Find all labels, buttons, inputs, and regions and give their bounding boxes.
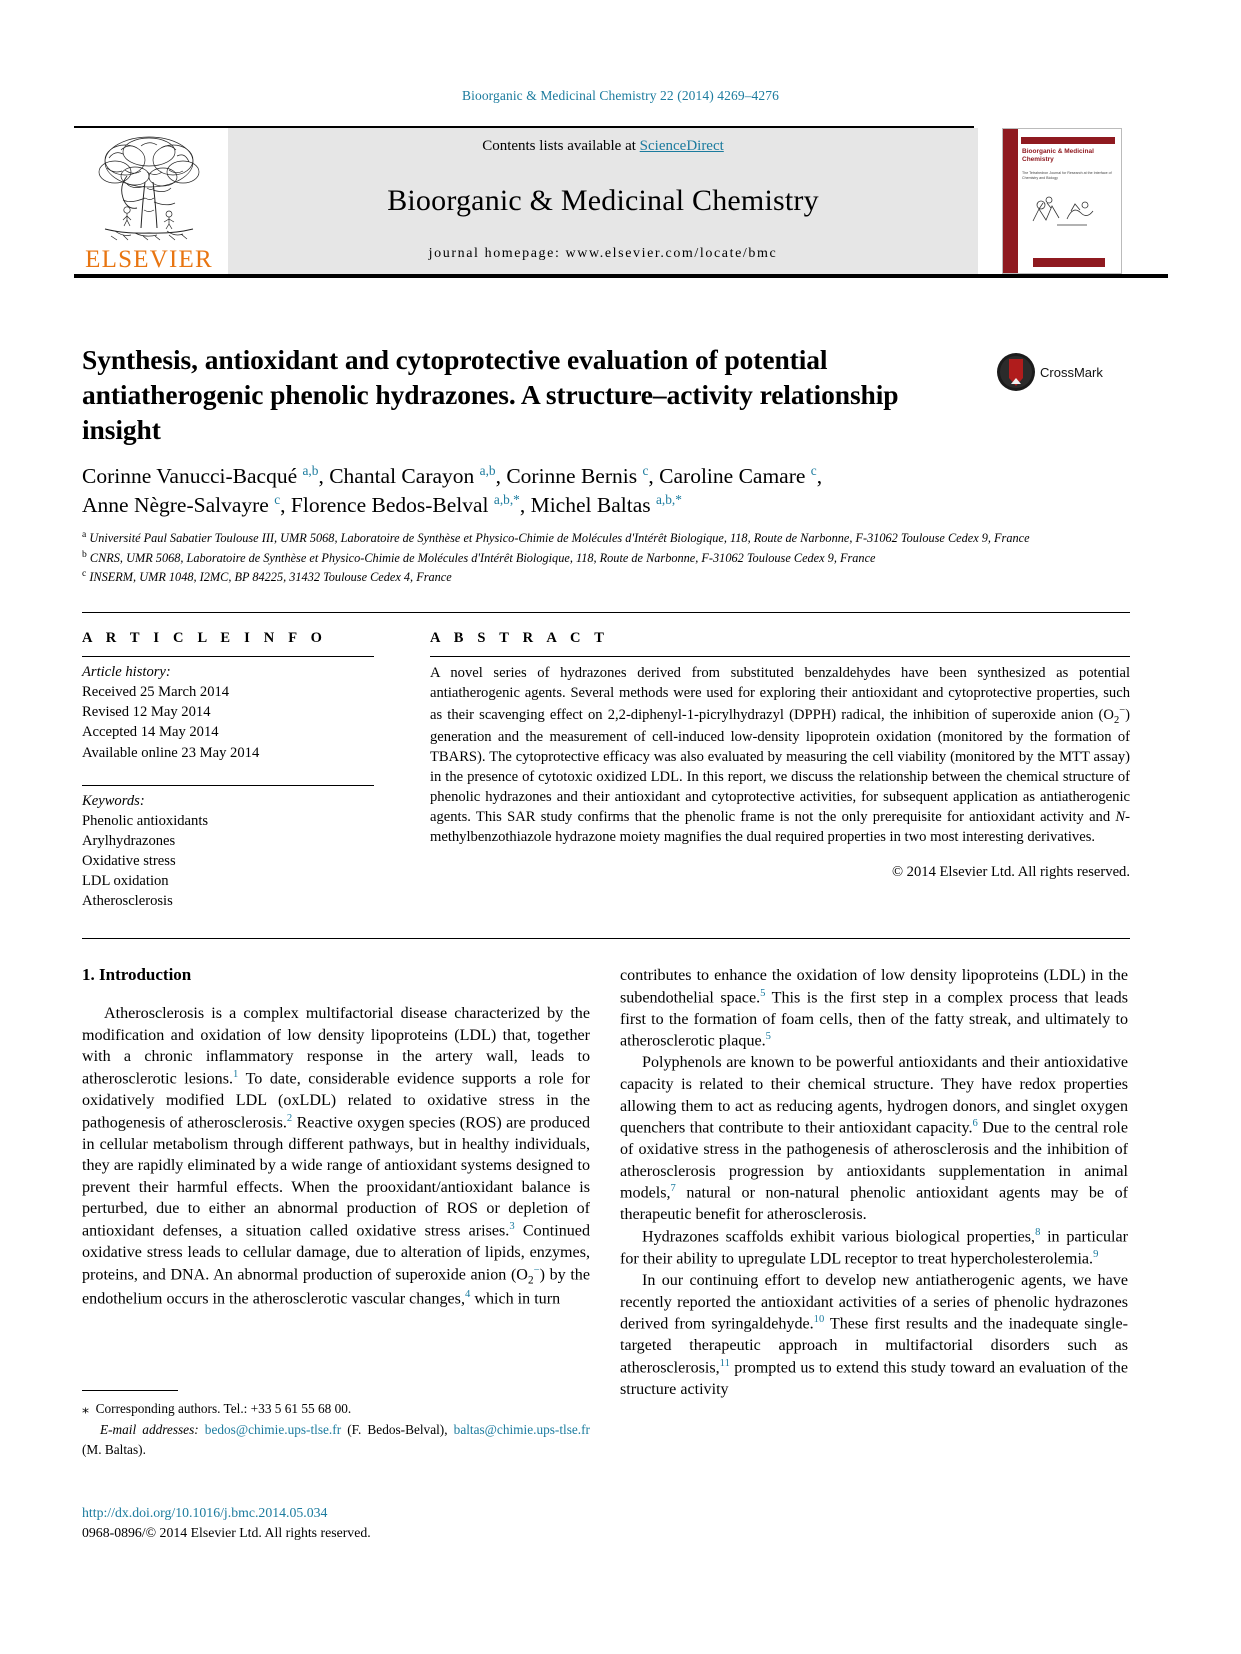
article-info-heading: A R T I C L E I N F O xyxy=(82,630,328,646)
paragraph: contributes to enhance the oxidation of low density lipoproteins (LDL) in the subendothelial space.$^5$ This is the first step in a complex process that leads first to the formation of foam cells, then of the fatty streak, and ultimately to atherosclerotic plaque.$^5$ xyxy=(620,967,1128,1050)
crossmark-icon[interactable] xyxy=(996,352,1036,392)
abstract-heading: A B S T R A C T xyxy=(430,630,610,646)
author-list xyxy=(82,462,1082,520)
cover-top-band xyxy=(1021,137,1115,144)
footnote-separator-rule xyxy=(82,1390,178,1391)
contents-lists-prefix: Contents lists available at xyxy=(482,138,640,154)
article-info-column xyxy=(82,630,374,911)
abstract-body: A novel series of hydrazones derived from substituted benzaldehydes have been synthesized as potential antiatherogenic agents. Several methods were used for exploring their antioxidant and cytoprotective properties, such as their scavenging effect on 2,2-diphenyl-1-picrylhydrazyl (DPPH) radical, the inhibition of superoxide anion $(O_2^-)$ generation and the measurement of cell-induced low-density lipoprotein oxidation (monitored by the formation of TBARS). The cytoprotective efficacy was also evaluated by measuring the cell viability (monitored by the MTT assay) in the presence of cytotoxic oxidized LDL. In this report, we discuss the relationship between the chemical structure of phenolic hydrazones and their antioxidant and cytoprotective activities, for subsequent application as antiatherogenic agents. This SAR study confirms that the phenolic frame is not the only prerequisite for antioxidant activity and N-methylbenzothiazole hydrazone moiety magnifies the dual required properties in two most interesting derivatives. xyxy=(430,665,1130,846)
journal-cover-thumbnail[interactable] xyxy=(1002,128,1122,274)
history-revised: Revised 12 May 2014 xyxy=(82,704,211,721)
section-heading-introduction: 1. Introduction xyxy=(82,965,192,984)
elsevier-tree-icon xyxy=(85,132,213,244)
paragraph: Atherosclerosis is a complex multifactorial disease characterized by the modification and oxidation of low density lipoproteins (LDL) that, together with a chronic inflammatory response in the artery wall, leads to atherosclerotic lesions.$^1$ To date, considerable evidence supports a role for oxidatively modified LDL (oxLDL) related to oxidative stress in the pathogenesis of atherosclerosis.$^2$ Reactive oxygen species (ROS) are produced in cellular metabolism through different pathways, but in healthy individuals, they are rapidly eliminated by a wide range of antioxidant systems designed to prevent their harmful effects. When the prooxidant/antioxidant balance is perturbed, due to either an abnormal production of ROS or depletion of antioxidant defenses, a situation called oxidative stress arises.$^3$ Continued oxidative stress leads to cellular damage, due to alteration of lipids, enzymes, proteins, and DNA. An abnormal production of superoxide anion $(O_2^-)$ by the endothelium occurs in the atherosclerotic vascular changes,$^4$ which in turn xyxy=(82,1005,591,1308)
info-spacer xyxy=(82,763,374,785)
keywords-group xyxy=(82,786,374,912)
info-panel-bottom-rule xyxy=(82,938,1130,939)
elsevier-logo xyxy=(74,128,224,274)
crossmark-label: CrossMark xyxy=(1040,364,1103,380)
affiliation-list xyxy=(82,528,1082,587)
journal-homepage-line[interactable]: journal homepage: www.elsevier.com/locate/bmc xyxy=(428,246,778,261)
contents-lists-line xyxy=(482,138,724,155)
info-panel-top-rule xyxy=(82,612,1130,613)
journal-title: Bioorganic & Medicinal Chemistry xyxy=(387,183,819,217)
issn-copyright-line: 0968-0896/© 2014 Elsevier Ltd. All rights reserved. xyxy=(82,1525,371,1540)
page-title: Synthesis, antioxidant and cytoprotective evaluation of potential antiatherogenic phenolic hydrazones. A structure–activity relationship insight xyxy=(82,344,899,446)
footnote-email-addresses[interactable]: E-mail addresses: bedos@chimie.ups-tlse.fr (F. Bedos-Belval), baltas@chimie.ups-tlse.fr (M. Baltas). xyxy=(82,1422,590,1457)
footnote-corresponding-authors: ⁎ Corresponding authors. Tel.: +33 5 61 55 68 00. xyxy=(82,1401,352,1417)
keyword-item: LDL oxidation xyxy=(82,873,169,890)
body-column-left xyxy=(82,965,590,1310)
abstract-column xyxy=(430,630,1130,881)
keyword-item: Arylhydrazones xyxy=(82,832,176,849)
cover-spine xyxy=(1003,129,1018,273)
article-history-group xyxy=(82,657,374,763)
page-footer xyxy=(82,1503,602,1543)
keyword-item: Oxidative stress xyxy=(82,853,176,869)
keyword-item: Atherosclerosis xyxy=(82,893,173,910)
cover-subtitle: The Tetrahedron Journal for Research at the Interface of Chemistry and Biology xyxy=(1022,171,1112,181)
cover-title: Bioorganic & Medicinal Chemistry xyxy=(1022,148,1094,164)
running-head: Bioorganic & Medicinal Chemistry 22 (2014) 4269–4276 xyxy=(462,88,779,103)
affiliation-a: $^a$ Université Paul Sabatier Toulouse III, UMR 5068, Laboratoire de Synthèse et Physico-Chimie de Molécules d'Intérêt Biologique, 118, Route de Narbonne, F-31062 Toulouse Cedex 9, France xyxy=(82,529,1030,546)
abstract-copyright: © 2014 Elsevier Ltd. All rights reserved. xyxy=(891,864,1130,881)
journal-band xyxy=(228,128,978,274)
keywords-label: Keywords: xyxy=(82,792,145,809)
journal-masthead xyxy=(74,126,1168,278)
elsevier-wordmark: ELSEVIER xyxy=(85,246,213,273)
paragraph: Polyphenols are known to be powerful antioxidants and their antioxidative capacity is related to their chemical structure. They have redox properties allowing them to act as reducing agents, hydrogen donors, and singlet oxygen quenchers that contribute to their antioxidant capacity.$^6$ Due to the central role of oxidative stress in the pathogenesis of atherosclerosis and the inhibition of atherosclerosis progression by antioxidants supplementation in animal models,$^7$ natural or non-natural phenolic antioxidant agents may be of therapeutic benefit for atherosclerosis. xyxy=(620,1054,1128,1224)
masthead-bottom-rule xyxy=(74,274,1168,278)
author-line-1: Corinne Vanucci-Bacqué $^{a,b}$, Chantal Carayon $^{a,b}$, Corinne Bernis $^c$, Caroline Camare $^c$, xyxy=(82,463,823,489)
history-available-online: Available online 23 May 2014 xyxy=(82,744,260,761)
title-block xyxy=(82,342,962,448)
author-line-2: Anne Nègre-Salvayre $^c$, Florence Bedos-Belval $^{a,b,*}$, Michel Baltas $^{a,b,*}$ xyxy=(82,491,682,517)
crossmark-badge[interactable] xyxy=(996,352,1103,392)
keyword-item: Phenolic antioxidants xyxy=(82,812,209,829)
cover-artwork-icon xyxy=(1027,191,1099,231)
footnote-area xyxy=(82,1390,590,1459)
sciencedirect-link[interactable]: ScienceDirect xyxy=(639,138,724,154)
article-history-label: Article history: xyxy=(82,664,171,680)
paragraph: Hydrazones scaffolds exhibit various biological properties,$^8$ in particular for their ability to upregulate LDL receptor to treat hypercholesterolemia.$^9$ xyxy=(620,1227,1128,1268)
affiliation-c: $^c$ INSERM, UMR 1048, I2MC, BP 84225, 31432 Toulouse Cedex 4, France xyxy=(82,568,452,585)
cover-bottom-band xyxy=(1033,258,1105,267)
history-accepted: Accepted 14 May 2014 xyxy=(82,724,219,741)
doi-link[interactable]: http://dx.doi.org/10.1016/j.bmc.2014.05.034 xyxy=(82,1505,328,1520)
paragraph: In our continuing effort to develop new antiatherogenic agents, we have recently reported the antioxidant activities of a series of phenolic hydrazones derived from syringaldehyde.$^{10}$ These first results and the inadequate single-targeted therapeutic approach in multifactorial disorders such as atherosclerosis,$^{11}$ prompted us to extend this study toward an evaluation of the structure activity xyxy=(620,1272,1128,1399)
history-received: Received 25 March 2014 xyxy=(82,684,230,701)
body-column-right xyxy=(620,965,1128,1401)
affiliation-b: $^b$ CNRS, UMR 5068, Laboratoire de Synthèse et Physico-Chimie de Molécules d'Intérêt Biologique, 118, Route de Narbonne, F-31062 Toulouse Cedex 9, France xyxy=(82,548,876,565)
